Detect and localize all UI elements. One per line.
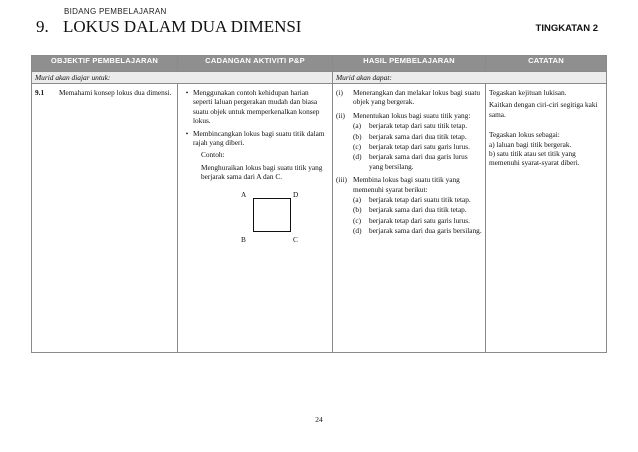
vertex-b-label: B [241,234,246,244]
vertex-a-label: A [241,189,247,199]
activity-item [181,88,329,126]
outcome-text: Membina lokus bagi suatu titik yang memenuhi syarat berikut: [353,175,460,194]
activity-text: Membincangkan lokus bagi suatu titik dalam rajah yang diberi. [193,128,325,148]
table-subheader-row [32,72,607,84]
objective-cell [32,84,178,353]
vertex-d-label: D [293,189,299,199]
outcome-number: (i) [336,88,343,97]
bullet-icon: • [185,88,189,97]
square-diagram [201,188,341,246]
outcome-number: (ii) [336,110,345,120]
note-text: Kaitkan dengan ciri-ciri segitiga kaki sama. [489,100,598,119]
note-text: Tegaskan kejituan lukisan. [489,88,567,97]
col-header-objective: OBJEKTIF PEMBELAJARAN [32,56,178,72]
note-text: Tegaskan lokus sebagai: [489,130,560,140]
outcome-subitem: (c) berjarak tetap dari satu garis lurus. [353,142,470,152]
outcomes-cell [333,84,486,353]
objective-code: 9.1 [35,88,45,97]
outcome-item [336,111,482,171]
outcome-subitem: (a) berjarak tetap dari satu titik tetap. [353,121,468,131]
page-number: 24 [315,415,323,424]
square-shape [253,198,291,232]
syllabus-table [31,55,607,353]
grade-label: TINGKATAN 2 [535,23,598,34]
vertex-c-label: C [293,234,298,244]
subheader-taught: Murid akan diajar untuk: [32,72,333,84]
outcome-subitem: (b) berjarak sama dari dua titik tetap. [353,205,467,215]
outcome-text: Menentukan lokus bagi suatu titik yang: [353,110,471,120]
outcome-subitem: (a) berjarak tetap dari suatu titik tetap. [353,195,471,205]
outcome-subitem: (d) berjarak sama dari dua garis lurus yang bersilang. [353,152,468,171]
outcome-item [336,175,482,235]
example-label: Contoh: [201,150,225,160]
note-text: b) satu titik atau set titik yang memenuhi syarat-syarat diberi. [489,149,580,168]
outcome-text: Menerangkan dan melakar lokus bagi suatu objek yang bergerak. [353,88,481,107]
table-header-row [32,56,607,72]
section-label: BIDANG PEMBELAJARAN [64,7,167,16]
table-row [32,84,607,353]
activity-item [181,129,329,148]
chapter-number: 9. [36,17,49,36]
outcome-item [336,88,482,107]
outcome-subitem: (c) berjarak tetap dari satu garis lurus. [353,215,470,225]
note-text: a) laluan bagi titik bergerak. [489,139,572,149]
outcome-subitem: (b) berjarak sama dari dua titik tetap. [353,131,467,141]
col-header-notes: CATATAN [486,56,607,72]
outcome-number: (iii) [336,175,347,185]
activities-cell [178,84,333,353]
bullet-icon: • [185,128,189,138]
example-block [181,150,329,245]
example-text: Menghuraikan lokus bagi suatu titik yang berjarak sama dari A dan C. [201,162,323,182]
col-header-outcomes: HASIL PEMBELAJARAN [333,56,486,72]
chapter-title: LOKUS DALAM DUA DIMENSI [63,17,302,36]
col-header-activities: CADANGAN AKTIVITI P&P [178,56,333,72]
notes-cell [486,84,607,353]
subheader-able: Murid akan dapat: [333,72,607,84]
chapter-heading [36,17,301,37]
activity-text: Menggunakan contoh kehidupan harian seperti laluan pergerakan mudah dan biasa suatu objek untuk memperkenalkan konsep lokus. [193,88,320,126]
objective-text: Memahami konsep lokus dua dimensi. [59,88,172,97]
outcome-subitem: (d) berjarak sama dari dua garis bersilang. [353,226,482,236]
